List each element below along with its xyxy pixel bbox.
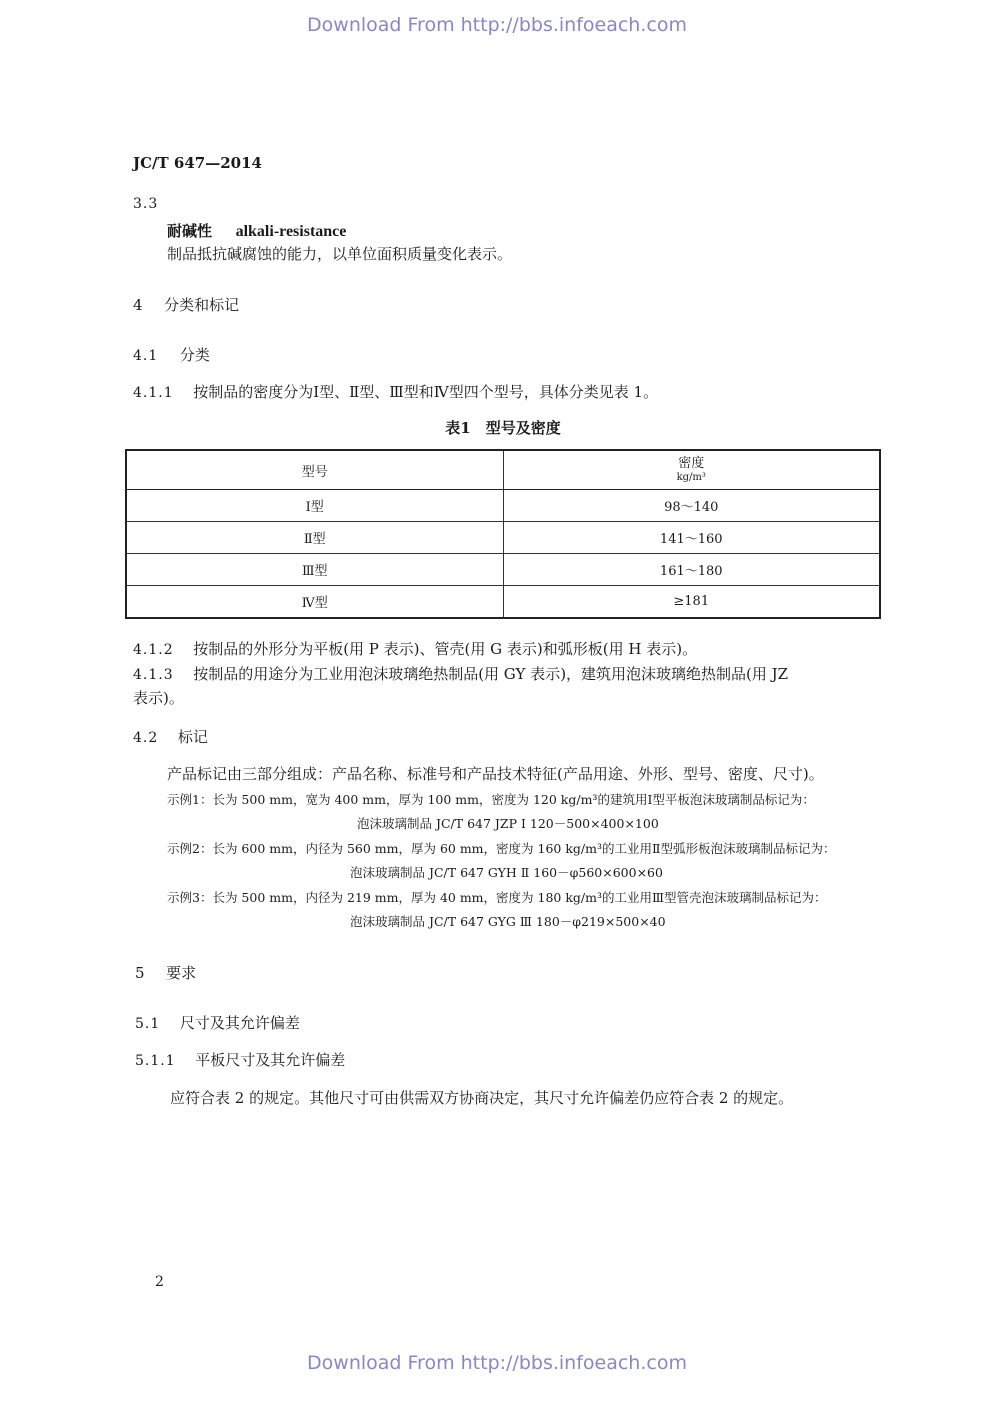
term-en: alkali-resistance xyxy=(235,223,347,240)
table-row xyxy=(126,522,880,554)
cell-density: 161～180 xyxy=(503,554,880,586)
clause-5-1-1-heading xyxy=(135,1049,345,1070)
clause-4-1-1-number: 4.1.1 xyxy=(133,385,174,401)
clause-4-1-3-text: 按制品的用途分为工业用泡沫玻璃绝热制品(用 GY 表示)，建筑用泡沫玻璃绝热制品(用 JZ xyxy=(193,665,789,683)
table-1-caption: 表1 型号及密度 xyxy=(445,419,561,437)
section-5-heading xyxy=(135,962,196,983)
marking-intro: 产品标记由三部分组成：产品名称、标准号和产品技术特征(产品用途、外形、型号、密度、尺寸)。 xyxy=(167,765,824,783)
table-row xyxy=(126,554,880,586)
cell-density: 141～160 xyxy=(503,522,880,554)
clause-4-1-number: 4.1 xyxy=(133,348,159,364)
clause-5-1-1-number: 5.1.1 xyxy=(135,1053,176,1069)
example-1-text: 示例1：长为 500 mm，宽为 400 mm，厚为 100 mm，密度为 120 kg/m³的建筑用Ⅰ型平板泡沫玻璃制品标记为： xyxy=(167,792,815,807)
clause-4-1-title: 分类 xyxy=(179,346,210,364)
clause-4-2-heading xyxy=(133,726,208,747)
term-zh: 耐碱性 xyxy=(167,222,213,240)
page-number: 2 xyxy=(155,1274,164,1290)
clause-4-1-3 xyxy=(133,663,788,684)
section-4-heading xyxy=(133,294,239,315)
clause-5-1-heading xyxy=(135,1012,300,1033)
section-4-title: 分类和标记 xyxy=(164,296,240,314)
clause-4-2-title: 标记 xyxy=(177,728,208,746)
table-1-type-density xyxy=(125,449,881,619)
table-row xyxy=(126,490,880,522)
table-header-row xyxy=(126,450,880,490)
cell-type: Ⅰ型 xyxy=(126,490,503,522)
download-banner-top: Download From http://bbs.infoeach.com xyxy=(307,14,687,36)
standard-number: JC/T 647—2014 xyxy=(133,154,262,172)
header-density-unit: kg/m³ xyxy=(676,472,706,483)
header-type: 型号 xyxy=(126,450,503,490)
clause-5-1-title: 尺寸及其允许偏差 xyxy=(179,1014,300,1032)
cell-type: Ⅳ型 xyxy=(126,586,503,619)
clause-5-1-1-title: 平板尺寸及其允许偏差 xyxy=(195,1051,346,1069)
clause-4-1-1-text: 按制品的密度分为Ⅰ型、Ⅱ型、Ⅲ型和Ⅳ型四个型号，具体分类见表 1。 xyxy=(193,383,659,401)
download-banner-bottom: Download From http://bbs.infoeach.com xyxy=(307,1352,687,1374)
clause-4-2-number: 4.2 xyxy=(133,730,159,746)
example-2-mark: 泡沫玻璃制品 JC/T 647 GYH Ⅱ 160－φ560×600×60 xyxy=(350,865,663,880)
header-density xyxy=(503,450,880,490)
clause-5-1-number: 5.1 xyxy=(135,1016,161,1032)
cell-density: 98～140 xyxy=(503,490,880,522)
example-2-text: 示例2：长为 600 mm，内径为 560 mm，厚为 60 mm，密度为 160 kg/m³的工业用Ⅱ型弧形板泡沫玻璃制品标记为： xyxy=(167,841,836,856)
section-4-number: 4 xyxy=(133,296,143,314)
clause-4-1-2-text: 按制品的外形分为平板(用 P 表示)、管壳(用 G 表示)和弧形板(用 H 表示)。 xyxy=(193,640,698,658)
clause-4-1-3-number: 4.1.3 xyxy=(133,667,174,683)
example-3-text: 示例3：长为 500 mm，内径为 219 mm，厚为 40 mm，密度为 180 kg/m³的工业用Ⅲ型管壳泡沫玻璃制品标记为： xyxy=(167,890,827,905)
term-alkali-resistance xyxy=(167,220,346,241)
example-3-mark: 泡沫玻璃制品 JC/T 647 GYG Ⅲ 180－φ219×500×40 xyxy=(350,914,666,929)
clause-5-1-1-text: 应符合表 2 的规定。其他尺寸可由供需双方协商决定，其尺寸允许偏差仍应符合表 2 的规定。 xyxy=(170,1089,794,1107)
section-5-number: 5 xyxy=(135,964,145,982)
table-row xyxy=(126,586,880,619)
cell-type: Ⅲ型 xyxy=(126,554,503,586)
example-1-mark: 泡沫玻璃制品 JC/T 647 JZP Ⅰ 120－500×400×100 xyxy=(357,816,659,831)
clause-3-3-number: 3.3 xyxy=(133,196,159,212)
cell-type: Ⅱ型 xyxy=(126,522,503,554)
clause-4-1-3-continuation: 表示)。 xyxy=(133,689,184,707)
clause-4-1-2-number: 4.1.2 xyxy=(133,642,174,658)
section-5-title: 要求 xyxy=(166,964,197,982)
cell-density: ≥181 xyxy=(503,586,880,619)
term-definition: 制品抵抗碱腐蚀的能力，以单位面积质量变化表示。 xyxy=(167,245,513,263)
header-density-label: 密度 xyxy=(678,456,705,471)
clause-4-1-heading xyxy=(133,344,210,365)
clause-4-1-1 xyxy=(133,381,658,402)
clause-4-1-2 xyxy=(133,638,697,659)
